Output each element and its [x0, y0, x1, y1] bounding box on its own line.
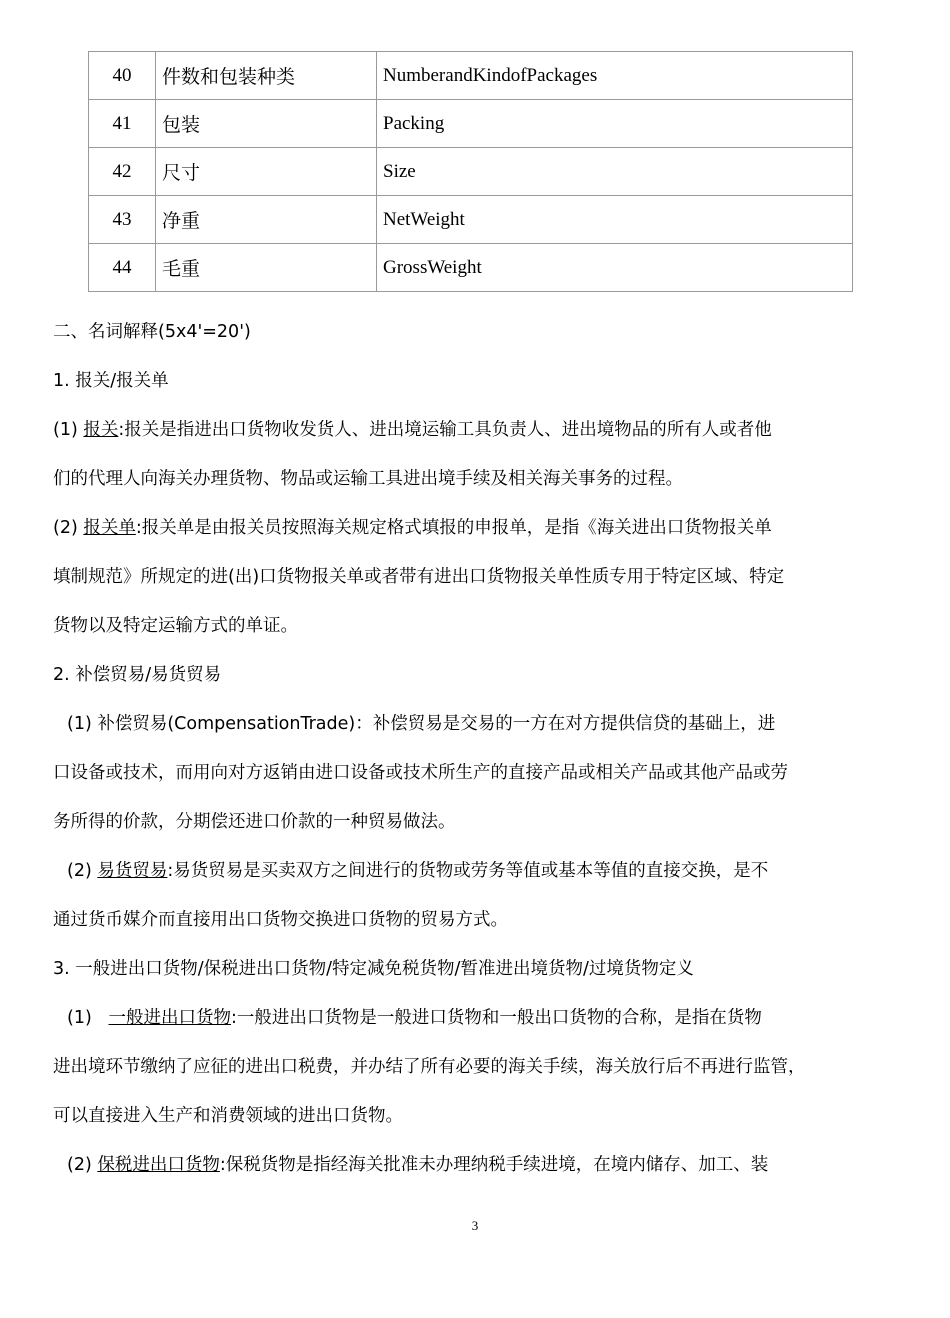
item2-para2-line2: 通过货币媒介而直接用出口货物交换进口货物的贸易方式。 [53, 910, 508, 930]
item2-para1-line2: 口设备或技术，而用向对方返销由进口设备或技术所生产的直接产品或相关产品或其他产品或劳 [53, 763, 788, 783]
item2-title: 2. 补偿贸易/易货贸易 [53, 665, 222, 685]
item3-para2-prefix: (2) [67, 1155, 98, 1175]
row-english-term: Packing [377, 100, 853, 148]
item1-para1-line2: 们的代理人向海关办理货物、物品或运输工具进出境手续及相关海关事务的过程。 [53, 469, 683, 489]
row-chinese-term: 件数和包装种类 [156, 52, 377, 100]
row-number: 41 [89, 100, 156, 148]
item3-para1-prefix: (1) [67, 1008, 109, 1028]
item1-para2-line2: 填制规范》所规定的进(出)口货物报关单或者带有进出口货物报关单性质专用于特定区域、特定 [53, 567, 785, 587]
item3-para1-line2: 进出境环节缴纳了应征的进出口税费，并办结了所有必要的海关手续，海关放行后不再进行监管， [53, 1057, 806, 1077]
item2-para2-line1 [53, 853, 898, 902]
terms-table [88, 51, 853, 292]
table-row [89, 52, 853, 100]
item3-para2-line1 [53, 1147, 898, 1196]
item3-para2-text: :保税货物是指经海关批准未办理纳税手续进境，在境内储存、加工、装 [219, 1155, 769, 1175]
row-number: 44 [89, 244, 156, 292]
row-english-term: GrossWeight [377, 244, 853, 292]
item3-para1-line1 [53, 1000, 898, 1049]
item1-para1-text: :报关是指进出口货物收发货人、进出境运输工具负责人、进出境物品的所有人或者他 [118, 420, 772, 440]
term-baoshui-jinchukou: 保税进出口货物 [97, 1155, 220, 1175]
table-row [89, 148, 853, 196]
item2-para2-prefix: (2) [67, 861, 98, 881]
item3-title: 3. 一般进出口货物/保税进出口货物/特定减免税货物/暂准进出境货物/过境货物定义 [53, 959, 694, 979]
row-number: 43 [89, 196, 156, 244]
row-number: 40 [89, 52, 156, 100]
item2-para2-text: :易货贸易是买卖双方之间进行的货物或劳务等值或基本等值的直接交换，是不 [167, 861, 769, 881]
item2-para1-line1: (1) 补偿贸易(CompensationTrade)：补偿贸易是交易的一方在对方提供信贷的基础上，进 [67, 714, 776, 734]
item2-para1-line3: 务所得的价款，分期偿还进口价款的一种贸易做法。 [53, 812, 456, 832]
item1-title: 1. 报关/报关单 [53, 371, 169, 391]
item1-para2-line1 [53, 510, 898, 559]
row-chinese-term: 尺寸 [156, 148, 377, 196]
term-yiban-jinchukou: 一般进出口货物 [108, 1008, 231, 1028]
term-baoguan: 报关 [83, 420, 119, 440]
item3-para1-text: :一般进出口货物是一般进口货物和一般出口货物的合称，是指在货物 [230, 1008, 762, 1028]
item1-para1-line1 [53, 412, 898, 461]
term-baoguandan: 报关单 [83, 518, 136, 538]
item1-para2-line3: 货物以及特定运输方式的单证。 [53, 616, 298, 636]
row-chinese-term: 包装 [156, 100, 377, 148]
item1-para2-prefix: (2) [53, 518, 84, 538]
row-english-term: Size [377, 148, 853, 196]
row-chinese-term: 净重 [156, 196, 377, 244]
table-row [89, 244, 853, 292]
item3-para1-line3: 可以直接进入生产和消费领域的进出口货物。 [53, 1106, 403, 1126]
definitions-section [53, 314, 898, 1196]
section-heading: 二、名词解释(5x4'=20') [53, 322, 251, 342]
table-row [89, 196, 853, 244]
row-english-term: NetWeight [377, 196, 853, 244]
page-number: 3 [471, 1218, 479, 1233]
table-row [89, 100, 853, 148]
row-english-term: NumberandKindofPackages [377, 52, 853, 100]
row-number: 42 [89, 148, 156, 196]
row-chinese-term: 毛重 [156, 244, 377, 292]
term-yihuo-maoyi: 易货贸易 [97, 861, 168, 881]
item1-para2-text: :报关单是由报关员按照海关规定格式填报的申报单，是指《海关进出口货物报关单 [135, 518, 772, 538]
item1-para1-prefix: (1) [53, 420, 84, 440]
